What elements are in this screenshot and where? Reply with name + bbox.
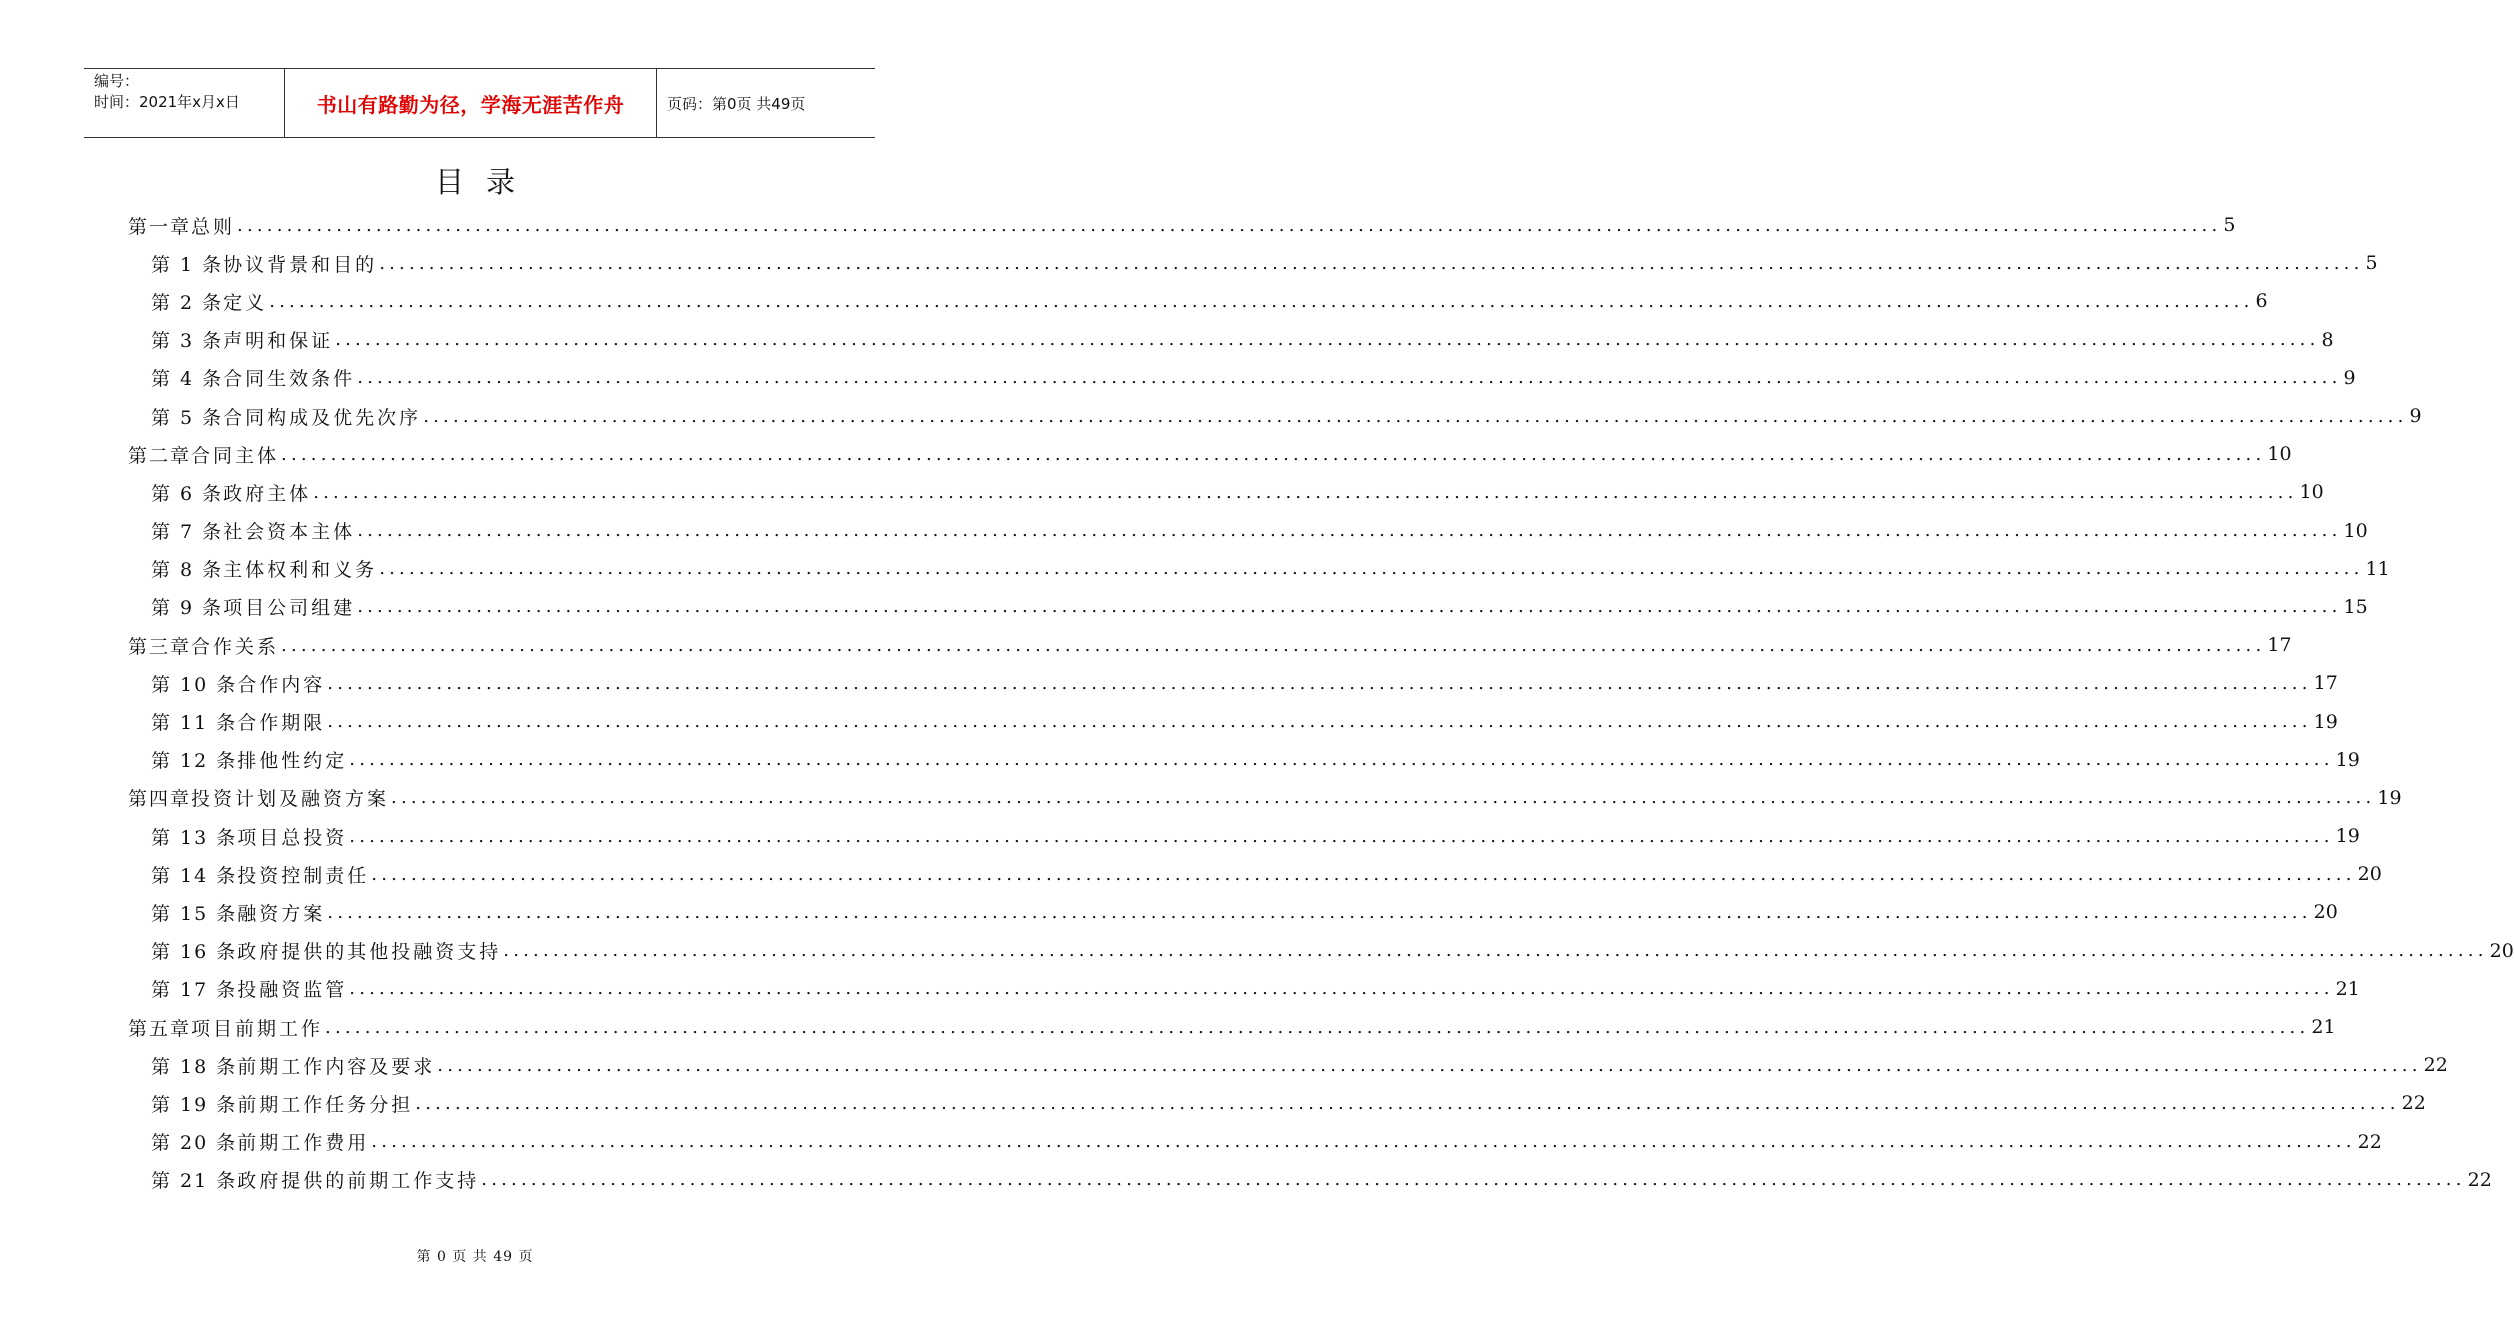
toc-entry-page: 22 <box>2357 1130 2382 1153</box>
toc-leader-dots: ........................................................................................................................................................................................................ <box>281 443 2266 465</box>
toc-entry-number: 第 4 条 <box>151 368 224 391</box>
toc-entry-page: 22 <box>2467 1168 2492 1191</box>
toc-entry-page: 19 <box>2313 710 2338 733</box>
toc-entry[interactable] <box>128 1008 2336 1046</box>
toc-entry[interactable] <box>128 588 2368 626</box>
toc-leader-dots: ........................................................................................................................................................................................................ <box>349 825 2334 847</box>
toc-entry-number: 第 15 条 <box>151 902 238 925</box>
toc-leader-dots: ........................................................................................................................................................................................................ <box>313 481 2298 503</box>
toc-leader-dots: ........................................................................................................................................................................................................ <box>281 634 2266 656</box>
toc-entry[interactable] <box>128 244 2378 282</box>
toc-entry-title: 合作期限 <box>237 712 326 735</box>
toc-entry[interactable] <box>128 664 2338 702</box>
toc-entry-page: 15 <box>2343 595 2368 618</box>
toc-leader-dots: ........................................................................................................................................................................................................ <box>327 711 2312 733</box>
toc-entry-number: 第 3 条 <box>151 330 224 353</box>
toc-entry[interactable] <box>128 932 2514 970</box>
toc-entry-page: 10 <box>2267 443 2292 466</box>
toc-entry-title: 声明和保证 <box>223 330 334 353</box>
toc-entry-page: 5 <box>2365 252 2378 275</box>
toc-entry[interactable] <box>128 1123 2382 1161</box>
toc-entry-number: 第二章 <box>128 444 192 467</box>
toc-entry-title: 总则 <box>191 215 236 238</box>
toc-entry-page: 19 <box>2335 825 2360 848</box>
toc-entry[interactable] <box>128 741 2360 779</box>
toc-leader-dots: ........................................................................................................................................................................................................ <box>327 672 2312 694</box>
toc-entry-title: 投融资监管 <box>237 979 348 1002</box>
toc-entry-page: 19 <box>2377 786 2402 809</box>
toc-entry-title: 前期工作费用 <box>237 1132 370 1155</box>
toc-entry-page: 20 <box>2313 901 2338 924</box>
toc-entry[interactable] <box>128 1046 2448 1084</box>
toc-entry-number: 第 17 条 <box>151 979 238 1002</box>
toc-leader-dots: ........................................................................................................................................................................................................ <box>349 978 2334 1000</box>
toc-entry-page: 11 <box>2365 557 2390 580</box>
toc-entry-title: 投资计划及融资方案 <box>191 788 390 811</box>
toc-entry-page: 9 <box>2409 405 2422 428</box>
toc-leader-dots: ........................................................................................................................................................................................................ <box>437 1054 2422 1076</box>
toc-entry[interactable] <box>128 626 2292 664</box>
toc-entry-page: 9 <box>2343 366 2356 389</box>
toc-entry-title: 融资方案 <box>237 902 326 925</box>
toc-entry-number: 第 18 条 <box>151 1055 238 1078</box>
toc-entry-title: 政府提供的其他投融资支持 <box>237 941 502 964</box>
toc-entry-number: 第 16 条 <box>151 941 238 964</box>
toc-entry-title: 主体权利和义务 <box>223 559 378 582</box>
toc-entry[interactable] <box>128 893 2338 931</box>
toc-entry-page: 17 <box>2267 634 2292 657</box>
toc-leader-dots: ........................................................................................................................................................................................................ <box>391 787 2376 809</box>
toc-entry-number: 第四章 <box>128 788 192 811</box>
toc-leader-dots: ........................................................................................................................................................................................................ <box>357 520 2342 542</box>
toc-entry-page: 8 <box>2321 328 2334 351</box>
toc-leader-dots: ........................................................................................................................................................................................................ <box>415 1092 2400 1114</box>
toc-entry-title: 合作关系 <box>191 635 280 658</box>
header-meta <box>84 69 285 137</box>
toc-leader-dots: ........................................................................................................................................................................................................ <box>325 1016 2310 1038</box>
toc-entry[interactable] <box>128 855 2382 893</box>
toc-entry-number: 第 13 条 <box>151 826 238 849</box>
toc-entry-number: 第三章 <box>128 635 192 658</box>
toc-leader-dots: ........................................................................................................................................................................................................ <box>423 405 2408 427</box>
toc-entry-number: 第 5 条 <box>151 406 224 429</box>
page-footer: 第 0 页 共 49 页 <box>416 1249 534 1265</box>
toc-entry[interactable] <box>128 435 2292 473</box>
toc-entry-title: 排他性约定 <box>237 750 348 773</box>
toc-entry-title: 定义 <box>223 291 268 314</box>
toc-title: 目录 <box>434 165 537 199</box>
toc-entry-number: 第 10 条 <box>151 673 238 696</box>
toc-entry-number: 第 8 条 <box>151 559 224 582</box>
toc-entry-number: 第 21 条 <box>151 1170 238 1193</box>
toc-entry[interactable] <box>128 1161 2492 1199</box>
toc-entry-title: 合同主体 <box>191 444 280 467</box>
toc-entry-title: 社会资本主体 <box>223 521 356 544</box>
toc-leader-dots: ........................................................................................................................................................................................................ <box>327 901 2312 923</box>
toc-entry[interactable] <box>128 282 2268 320</box>
toc-entry-number: 第 20 条 <box>151 1132 238 1155</box>
toc-entry-title: 政府主体 <box>223 482 312 505</box>
toc-entry-title: 项目前期工作 <box>191 1017 324 1040</box>
toc-entry[interactable] <box>128 970 2360 1008</box>
toc-leader-dots: ........................................................................................................................................................................................................ <box>379 252 2364 274</box>
document-header <box>84 68 875 138</box>
toc-entry-page: 20 <box>2489 939 2514 962</box>
toc-leader-dots: ........................................................................................................................................................................................................ <box>481 1169 2466 1191</box>
toc-entry-number: 第 9 条 <box>151 597 224 620</box>
toc-entry[interactable] <box>128 779 2402 817</box>
toc-entry-number: 第 11 条 <box>151 712 238 735</box>
toc-entry-number: 第 14 条 <box>151 864 238 887</box>
toc-entry-page: 5 <box>2223 214 2236 237</box>
toc-entry[interactable] <box>128 550 2390 588</box>
date-label: 时间：2021年x月x日 <box>94 93 240 111</box>
toc-leader-dots: ........................................................................................................................................................................................................ <box>269 290 2254 312</box>
toc-entry-number: 第 7 条 <box>151 521 224 544</box>
toc-entry[interactable] <box>128 817 2360 855</box>
toc-entry-number: 第 12 条 <box>151 750 238 773</box>
toc-entry[interactable] <box>128 321 2334 359</box>
toc-entry-page: 21 <box>2335 977 2360 1000</box>
header-motto: 书山有路勤为径，学海无涯苦作舟 <box>285 69 657 137</box>
toc-leader-dots: ........................................................................................................................................................................................................ <box>371 1131 2356 1153</box>
toc-leader-dots: ........................................................................................................................................................................................................ <box>357 596 2342 618</box>
toc-entry-number: 第五章 <box>128 1017 192 1040</box>
toc-entry-page: 10 <box>2299 481 2324 504</box>
toc-entry-number: 第 2 条 <box>151 291 224 314</box>
toc-entry-page: 21 <box>2311 1016 2336 1039</box>
toc-entry-title: 合同构成及优先次序 <box>223 406 422 429</box>
toc-entry-title: 项目总投资 <box>237 826 348 849</box>
toc-leader-dots: ........................................................................................................................................................................................................ <box>335 329 2320 351</box>
toc-entry-title: 合同生效条件 <box>223 368 356 391</box>
toc-leader-dots: ........................................................................................................................................................................................................ <box>379 558 2364 580</box>
toc-leader-dots: ........................................................................................................................................................................................................ <box>349 749 2334 771</box>
toc-entry-page: 22 <box>2423 1054 2448 1077</box>
toc-entry-title: 合作内容 <box>237 673 326 696</box>
toc-entry-title: 政府提供的前期工作支持 <box>237 1170 480 1193</box>
table-of-contents <box>128 206 2514 1199</box>
toc-entry-page: 6 <box>2255 290 2268 313</box>
toc-entry-title: 前期工作任务分担 <box>237 1093 414 1116</box>
toc-leader-dots: ........................................................................................................................................................................................................ <box>503 940 2488 962</box>
toc-entry-number: 第 6 条 <box>151 482 224 505</box>
toc-entry[interactable] <box>128 473 2324 511</box>
toc-entry-page: 20 <box>2357 863 2382 886</box>
toc-entry-title: 投资控制责任 <box>237 864 370 887</box>
toc-leader-dots: ........................................................................................................................................................................................................ <box>237 214 2222 236</box>
toc-entry[interactable] <box>128 359 2356 397</box>
header-page-info: 页码：第0页 共49页 <box>667 94 806 113</box>
toc-entry[interactable] <box>128 702 2338 740</box>
toc-entry-title: 项目公司组建 <box>223 597 356 620</box>
toc-entry-page: 17 <box>2313 672 2338 695</box>
toc-entry-number: 第 1 条 <box>151 253 224 276</box>
toc-leader-dots: ........................................................................................................................................................................................................ <box>371 863 2356 885</box>
toc-leader-dots: ........................................................................................................................................................................................................ <box>357 367 2342 389</box>
toc-entry-page: 10 <box>2343 519 2368 542</box>
toc-entry-title: 前期工作内容及要求 <box>237 1055 436 1078</box>
toc-entry[interactable] <box>128 512 2368 550</box>
toc-entry-page: 22 <box>2401 1092 2426 1115</box>
serial-label: 编号： <box>94 72 140 90</box>
toc-entry[interactable] <box>128 206 2236 244</box>
toc-entry[interactable] <box>128 397 2422 435</box>
toc-entry-page: 19 <box>2335 748 2360 771</box>
toc-entry-number: 第一章 <box>128 215 192 238</box>
toc-entry-number: 第 19 条 <box>151 1093 238 1116</box>
toc-entry-title: 协议背景和目的 <box>223 253 378 276</box>
toc-entry[interactable] <box>128 1084 2426 1122</box>
